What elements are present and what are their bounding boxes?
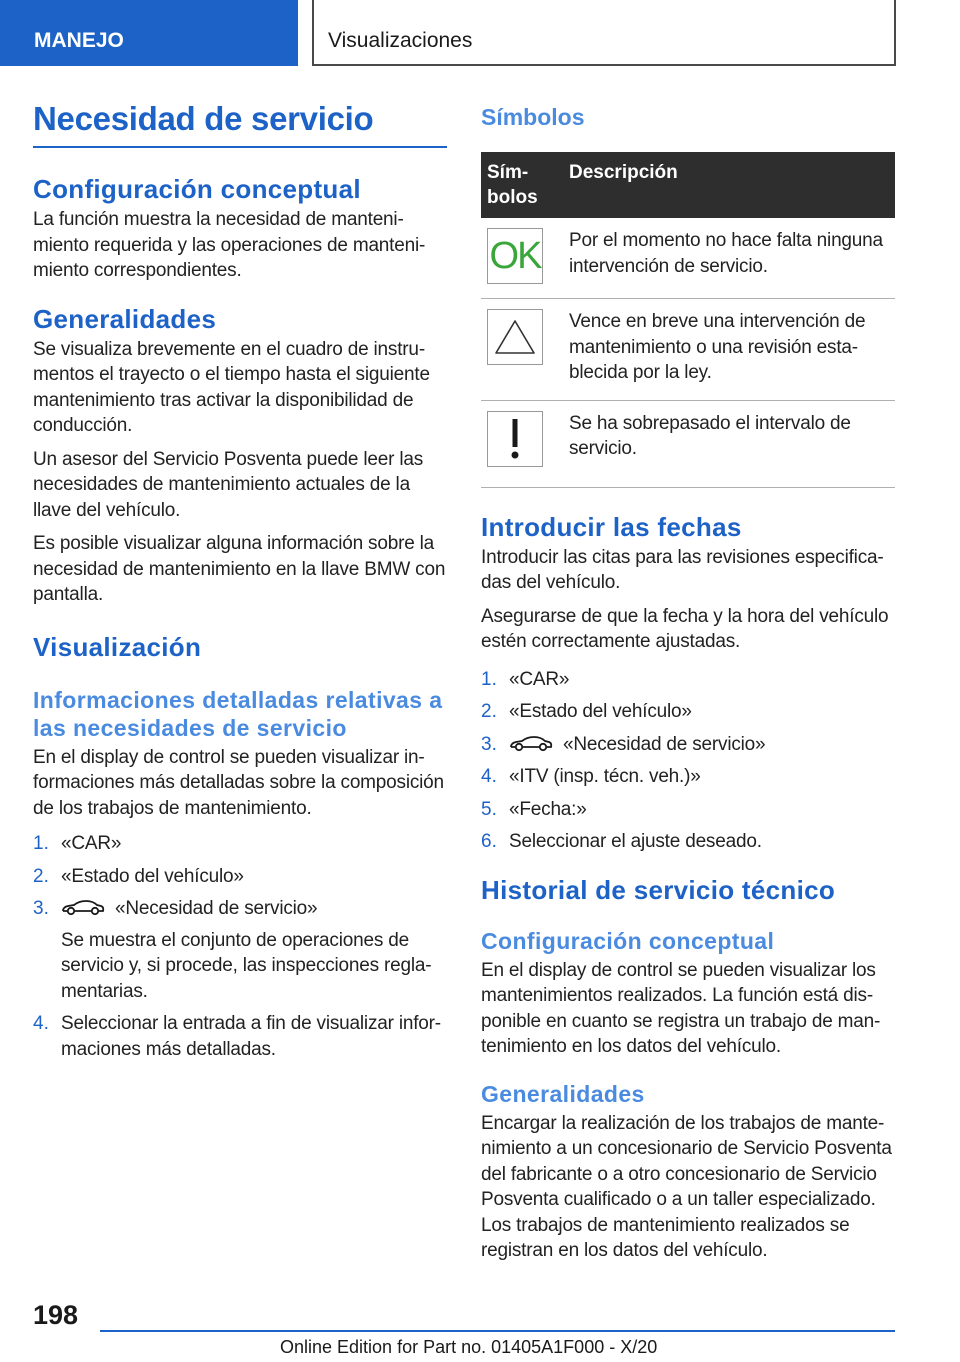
general-heading: Generalidades	[33, 303, 217, 334]
step-text: «CAR»	[509, 668, 570, 690]
details-text: En el display de control se pueden visualizar informaciones más detalladas sobre la composición de los trabajos de mantenimiento.	[33, 746, 444, 819]
step-number: 4.	[481, 766, 497, 787]
ok-icon	[487, 228, 543, 284]
list-item	[481, 667, 895, 693]
symbols-table	[481, 152, 895, 488]
step-text: «Necesidad de servicio»	[563, 733, 766, 755]
symbols-heading: Símbolos	[481, 104, 585, 130]
dates-paragraph-2: Asegurarse de que la fecha y la hora del vehículo estén correctamente ajustadas.	[481, 605, 889, 652]
list-item	[481, 797, 895, 823]
column-header-description: Descripción	[563, 152, 895, 218]
car-icon	[509, 736, 553, 752]
list-item	[33, 831, 447, 857]
step-text: Seleccionar el ajuste deseado.	[509, 831, 762, 852]
step-text: «ITV (insp. técn. veh.)»	[509, 766, 701, 787]
footer-divider	[100, 1330, 895, 1332]
table-row	[481, 299, 895, 401]
history-concept-text: En el display de control se pueden visualizar los mantenimientos realizados. La función está disponible en cuanto se registra un trabajo de mantenimiento en los datos del vehículo.	[481, 959, 881, 1057]
general-paragraph-1: Se visualiza brevemente en el cuadro de instrumentos el trayecto o el tiempo hasta el siguiente mantenimiento tras activar la disponibilidad de conducción.	[33, 338, 430, 436]
dates-heading: Introducir las fechas	[481, 511, 742, 542]
step-content	[509, 732, 895, 758]
page-title: Necesidad de servicio	[33, 100, 447, 148]
step-number: 1.	[33, 833, 49, 854]
step-text: «Estado del vehículo»	[509, 701, 692, 722]
symbol-description: Se ha sobrepasado el intervalo de servicio.	[563, 400, 895, 487]
table-row	[481, 400, 895, 487]
step-text: Seleccionar la entrada a fin de visualizar informaciones más detalladas.	[61, 1013, 442, 1060]
history-general-text: Encargar la realización de los trabajos de mantenimiento a un concesionario de Servicio Posventa del fabricante o a otro concesionario de Servicio Posventa cualificado o a un taller especializado. Los trabajos de mantenimiento realizados se registran en los datos del vehículo.	[481, 1112, 892, 1261]
table-header-row	[481, 152, 895, 218]
history-general-heading: Generalidades	[481, 1080, 645, 1107]
list-item	[481, 732, 895, 758]
step-number: 6.	[481, 831, 497, 852]
step-number: 3.	[33, 898, 49, 919]
warning-triangle-icon	[487, 309, 543, 365]
step-number: 4.	[33, 1013, 49, 1034]
right-column	[481, 100, 895, 1264]
section-tab: MANEJO	[0, 0, 298, 66]
step-number: 1.	[481, 668, 497, 690]
step-text: «Fecha:»	[509, 798, 587, 820]
general-paragraph-3: Es posible visualizar alguna información sobre la necesidad de mantenimiento en la llave BMW con pantalla.	[33, 533, 446, 605]
step-text: «Necesidad de servicio»	[115, 898, 318, 919]
list-item	[481, 699, 895, 725]
concept-text: La función muestra la necesidad de mantenimiento requerida y las operaciones de mantenimiento correspondientes.	[33, 209, 426, 281]
list-item	[33, 896, 447, 1004]
history-concept-heading: Configuración conceptual	[481, 927, 775, 954]
car-icon	[61, 900, 105, 916]
step-number: 5.	[481, 798, 497, 820]
symbol-description: Por el momento no hace falta ninguna intervención de servicio.	[563, 218, 895, 299]
table-row	[481, 218, 895, 299]
step-subtext: Se muestra el conjunto de operaciones de servicio y, si procede, las inspecciones reglamentarias.	[61, 929, 432, 1002]
history-heading: Historial de servicio técnico	[481, 874, 836, 905]
list-item	[33, 1011, 447, 1062]
chapter-title: Visualizaciones	[312, 0, 896, 66]
step-text: «Estado del vehículo»	[61, 865, 244, 887]
details-heading: Informaciones detalladas relativas a las necesidades de servicio	[33, 686, 443, 741]
details-steps	[33, 831, 447, 1062]
list-item	[33, 864, 447, 890]
dates-steps	[481, 667, 895, 855]
step-number: 3.	[481, 733, 497, 755]
list-item	[481, 764, 895, 790]
display-heading: Visualización	[33, 631, 202, 662]
dates-paragraph-1: Introducir las citas para las revisiones especificadas del vehículo.	[481, 546, 884, 593]
ok-icon-text: OK	[489, 235, 541, 277]
column-header-symbol: Sím- bolos	[481, 152, 563, 218]
left-column	[33, 100, 447, 1069]
step-text: «CAR»	[61, 833, 122, 854]
step-number: 2.	[481, 701, 497, 722]
symbol-description: Vence en breve una intervención de mantenimiento o una revisión establecida por la ley.	[563, 299, 895, 401]
exclamation-icon	[487, 411, 543, 467]
edition-text: Online Edition for Part no. 01405A1F000 - X/20	[280, 1337, 658, 1357]
page-number: 198	[33, 1300, 79, 1330]
step-number: 2.	[33, 865, 49, 887]
step-content	[61, 896, 447, 1004]
list-item	[481, 829, 895, 855]
general-paragraph-2: Un asesor del Servicio Posventa puede leer las necesidades de mantenimiento actuales de la llave del vehículo.	[33, 448, 424, 521]
concept-heading: Configuración conceptual	[33, 174, 361, 204]
